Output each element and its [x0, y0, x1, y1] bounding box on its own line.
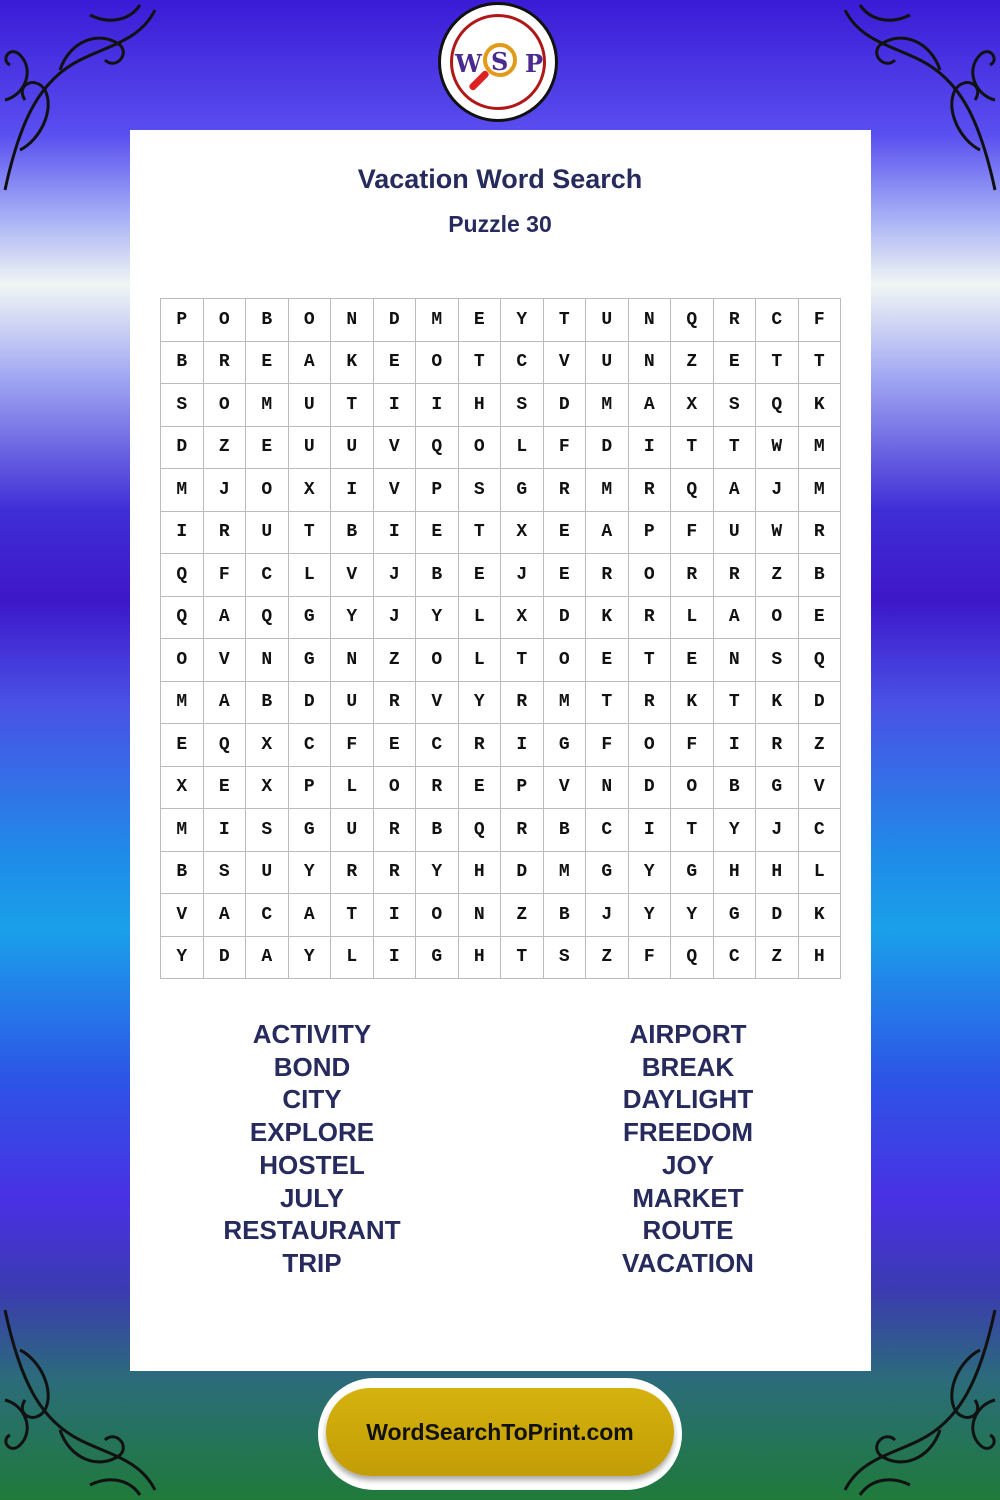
grid-cell[interactable]: G [289, 597, 332, 640]
grid-cell[interactable]: G [756, 767, 799, 810]
grid-cell[interactable]: E [416, 512, 459, 555]
grid-cell[interactable]: L [459, 597, 502, 640]
grid-cell[interactable]: G [586, 852, 629, 895]
grid-cell[interactable]: N [629, 342, 672, 385]
grid-cell[interactable]: Q [756, 384, 799, 427]
grid-cell[interactable]: S [501, 384, 544, 427]
grid-cell[interactable]: D [204, 937, 247, 980]
grid-cell[interactable]: Y [416, 852, 459, 895]
grid-cell[interactable]: F [544, 427, 587, 470]
grid-cell[interactable]: R [501, 809, 544, 852]
grid-cell[interactable]: E [544, 554, 587, 597]
grid-cell[interactable]: C [289, 724, 332, 767]
grid-cell[interactable]: U [586, 342, 629, 385]
grid-cell[interactable]: T [331, 894, 374, 937]
grid-cell[interactable]: V [544, 767, 587, 810]
grid-cell[interactable]: O [629, 724, 672, 767]
logo-letter-w: W [455, 49, 482, 78]
grid-cell[interactable]: A [289, 342, 332, 385]
grid-cell[interactable]: S [204, 852, 247, 895]
site-link-button[interactable]: WordSearchToPrint.com [326, 1388, 674, 1476]
grid-cell[interactable]: J [374, 554, 417, 597]
word-list-item: TRIP [282, 1247, 342, 1278]
grid-cell[interactable]: Y [459, 682, 502, 725]
word-list-item: FREEDOM [623, 1117, 753, 1148]
grid-cell[interactable]: M [586, 384, 629, 427]
grid-cell[interactable]: T [289, 512, 332, 555]
grid-cell[interactable]: S [161, 384, 204, 427]
grid-cell[interactable]: E [161, 724, 204, 767]
grid-cell[interactable]: U [246, 852, 289, 895]
grid-cell[interactable]: U [331, 809, 374, 852]
grid-cell[interactable]: R [586, 554, 629, 597]
grid-cell[interactable]: F [204, 554, 247, 597]
grid-cell[interactable]: L [459, 639, 502, 682]
grid-cell[interactable]: C [416, 724, 459, 767]
grid-cell[interactable]: P [501, 767, 544, 810]
word-list-item: ACTIVITY [252, 1019, 372, 1049]
grid-cell[interactable]: X [246, 767, 289, 810]
grid-cell[interactable]: R [204, 512, 247, 555]
grid-cell[interactable]: H [459, 852, 502, 895]
grid-cell[interactable]: I [161, 512, 204, 555]
grid-cell[interactable]: Y [161, 937, 204, 980]
grid-cell[interactable]: O [204, 299, 247, 342]
grid-cell[interactable]: O [416, 639, 459, 682]
grid-cell[interactable]: Z [586, 937, 629, 980]
grid-cell[interactable]: D [544, 597, 587, 640]
grid-cell[interactable]: R [714, 554, 757, 597]
grid-cell[interactable]: E [671, 639, 714, 682]
grid-cell[interactable]: N [331, 639, 374, 682]
grid-cell[interactable]: Q [671, 299, 714, 342]
grid-cell[interactable]: N [331, 299, 374, 342]
grid-cell[interactable]: G [544, 724, 587, 767]
grid-cell[interactable]: Z [501, 894, 544, 937]
grid-cell[interactable]: A [289, 894, 332, 937]
grid-cell[interactable]: H [459, 384, 502, 427]
grid-cell[interactable]: N [714, 639, 757, 682]
grid-cell[interactable]: R [756, 724, 799, 767]
grid-cell[interactable]: P [416, 469, 459, 512]
word-list-item: EXPLORE [249, 1117, 375, 1148]
grid-cell[interactable]: I [416, 384, 459, 427]
logo-letter-p: P [525, 49, 544, 78]
grid-cell[interactable]: K [799, 894, 842, 937]
grid-cell[interactable]: Z [671, 342, 714, 385]
grid-cell[interactable]: X [289, 469, 332, 512]
grid-cell[interactable]: R [714, 299, 757, 342]
grid-cell[interactable]: E [459, 767, 502, 810]
grid-cell[interactable]: O [629, 554, 672, 597]
grid-cell[interactable]: V [799, 767, 842, 810]
grid-cell[interactable]: O [671, 767, 714, 810]
grid-cell[interactable]: M [586, 469, 629, 512]
word-list-item: JOY [661, 1149, 715, 1180]
grid-cell[interactable]: A [204, 894, 247, 937]
grid-cell[interactable]: R [544, 469, 587, 512]
grid-cell[interactable]: J [756, 809, 799, 852]
grid-cell[interactable]: M [544, 682, 587, 725]
grid-cell[interactable]: M [416, 299, 459, 342]
grid-cell[interactable]: T [756, 342, 799, 385]
grid-cell[interactable]: D [289, 682, 332, 725]
grid-cell[interactable]: E [459, 299, 502, 342]
grid-cell[interactable]: K [331, 342, 374, 385]
word-list-item: JULY [279, 1182, 345, 1213]
grid-cell[interactable]: F [629, 937, 672, 980]
grid-cell[interactable]: E [799, 597, 842, 640]
grid-cell[interactable]: Q [671, 937, 714, 980]
grid-cell[interactable]: B [714, 767, 757, 810]
grid-cell[interactable]: G [714, 894, 757, 937]
grid-cell[interactable]: S [756, 639, 799, 682]
grid-cell[interactable]: T [544, 299, 587, 342]
grid-cell[interactable]: N [459, 894, 502, 937]
puzzle-number: Puzzle 30 [448, 211, 552, 237]
grid-cell[interactable]: Y [416, 597, 459, 640]
grid-cell[interactable]: V [374, 469, 417, 512]
grid-cell[interactable]: B [544, 809, 587, 852]
grid-cell[interactable]: D [629, 767, 672, 810]
grid-cell[interactable]: S [246, 809, 289, 852]
grid-cell[interactable]: K [586, 597, 629, 640]
grid-cell[interactable]: C [246, 894, 289, 937]
grid-cell[interactable]: X [501, 512, 544, 555]
grid-cell[interactable]: R [331, 852, 374, 895]
word-list-item: MARKET [632, 1182, 744, 1213]
grid-cell[interactable]: O [161, 639, 204, 682]
grid-cell[interactable]: G [289, 639, 332, 682]
grid-cell[interactable]: H [714, 852, 757, 895]
word-list-item: CITY [282, 1084, 342, 1115]
grid-cell[interactable]: G [416, 937, 459, 980]
grid-cell[interactable]: H [459, 937, 502, 980]
grid-cell[interactable]: V [204, 639, 247, 682]
letter-grid [160, 298, 841, 979]
grid-cell[interactable]: O [204, 384, 247, 427]
grid-cell[interactable]: C [586, 809, 629, 852]
grid-cell[interactable]: T [501, 937, 544, 980]
grid-cell[interactable]: M [799, 427, 842, 470]
grid-cell[interactable]: B [799, 554, 842, 597]
grid-cell[interactable]: I [374, 937, 417, 980]
grid-cell[interactable]: D [756, 894, 799, 937]
grid-cell[interactable]: U [331, 427, 374, 470]
grid-cell[interactable]: B [331, 512, 374, 555]
grid-cell[interactable]: K [799, 384, 842, 427]
grid-cell[interactable]: R [374, 682, 417, 725]
grid-cell[interactable]: N [586, 767, 629, 810]
grid-cell[interactable]: T [459, 342, 502, 385]
grid-cell[interactable]: J [374, 597, 417, 640]
grid-cell[interactable]: Q [671, 469, 714, 512]
grid-cell[interactable]: B [161, 852, 204, 895]
grid-cell[interactable]: Z [756, 937, 799, 980]
grid-cell[interactable]: P [161, 299, 204, 342]
grid-cell[interactable]: B [246, 299, 289, 342]
grid-cell[interactable]: Q [246, 597, 289, 640]
grid-cell[interactable]: D [501, 852, 544, 895]
grid-cell[interactable]: T [586, 682, 629, 725]
grid-cell[interactable]: R [629, 682, 672, 725]
word-list-item: HOSTEL [259, 1149, 365, 1180]
grid-cell[interactable]: I [204, 809, 247, 852]
grid-cell[interactable]: J [501, 554, 544, 597]
grid-cell[interactable]: U [714, 512, 757, 555]
grid-cell[interactable]: V [416, 682, 459, 725]
grid-cell[interactable]: R [629, 597, 672, 640]
grid-cell[interactable]: E [586, 639, 629, 682]
grid-cell[interactable]: C [714, 937, 757, 980]
grid-cell[interactable]: F [586, 724, 629, 767]
grid-cell[interactable]: Q [459, 809, 502, 852]
grid-cell[interactable]: Q [799, 639, 842, 682]
grid-cell[interactable]: G [671, 852, 714, 895]
word-list-item: VACATION [622, 1247, 754, 1278]
grid-cell[interactable]: S [544, 937, 587, 980]
grid-cell[interactable]: X [671, 384, 714, 427]
grid-cell[interactable]: A [629, 384, 672, 427]
grid-cell[interactable]: B [161, 342, 204, 385]
grid-cell[interactable]: U [289, 427, 332, 470]
grid-cell[interactable]: Y [671, 894, 714, 937]
grid-cell[interactable]: M [544, 852, 587, 895]
grid-cell[interactable]: O [544, 639, 587, 682]
grid-cell[interactable]: T [459, 512, 502, 555]
grid-cell[interactable]: S [459, 469, 502, 512]
logo-letter-s: S [491, 47, 509, 76]
grid-cell[interactable]: F [671, 512, 714, 555]
grid-cell[interactable]: Y [501, 299, 544, 342]
grid-cell[interactable]: I [331, 469, 374, 512]
grid-cell[interactable]: J [756, 469, 799, 512]
grid-cell[interactable]: E [246, 427, 289, 470]
grid-cell[interactable]: A [204, 682, 247, 725]
grid-cell[interactable]: Q [416, 427, 459, 470]
grid-cell[interactable]: I [501, 724, 544, 767]
grid-cell[interactable]: U [586, 299, 629, 342]
grid-cell[interactable]: C [756, 299, 799, 342]
grid-cell[interactable]: S [714, 384, 757, 427]
grid-cell[interactable]: M [161, 469, 204, 512]
grid-cell[interactable]: N [629, 299, 672, 342]
grid-cell[interactable]: O [289, 299, 332, 342]
grid-cell[interactable]: X [161, 767, 204, 810]
grid-cell[interactable]: Q [161, 554, 204, 597]
grid-cell[interactable]: B [246, 682, 289, 725]
grid-cell[interactable]: R [629, 469, 672, 512]
grid-cell[interactable]: T [331, 384, 374, 427]
puzzle-title: Vacation Word Search [357, 164, 643, 194]
grid-cell[interactable]: L [331, 767, 374, 810]
grid-cell[interactable]: J [204, 469, 247, 512]
grid-cell[interactable]: E [246, 342, 289, 385]
grid-cell[interactable]: K [671, 682, 714, 725]
grid-cell[interactable]: O [374, 767, 417, 810]
grid-cell[interactable]: A [714, 597, 757, 640]
grid-cell[interactable]: Y [289, 852, 332, 895]
grid-cell[interactable]: R [671, 554, 714, 597]
grid-cell[interactable]: I [374, 384, 417, 427]
word-list-left [162, 1018, 462, 1280]
grid-cell[interactable]: E [459, 554, 502, 597]
word-list-item: ROUTE [642, 1215, 734, 1246]
grid-cell[interactable]: J [586, 894, 629, 937]
grid-cell[interactable]: O [416, 894, 459, 937]
grid-cell[interactable]: E [374, 342, 417, 385]
grid-cell[interactable]: I [714, 724, 757, 767]
word-list-item: AIRPORT [629, 1019, 747, 1049]
word-list-item: RESTAURANT [223, 1215, 401, 1246]
grid-cell[interactable]: M [161, 809, 204, 852]
grid-cell[interactable]: F [331, 724, 374, 767]
grid-cell[interactable]: R [204, 342, 247, 385]
grid-cell[interactable]: O [416, 342, 459, 385]
grid-cell[interactable]: I [629, 427, 672, 470]
grid-cell[interactable]: T [714, 427, 757, 470]
grid-cell[interactable]: F [671, 724, 714, 767]
grid-cell[interactable]: W [756, 427, 799, 470]
grid-cell[interactable]: L [799, 852, 842, 895]
grid-cell[interactable]: Z [204, 427, 247, 470]
grid-cell[interactable]: R [501, 682, 544, 725]
grid-cell[interactable]: V [544, 342, 587, 385]
grid-cell[interactable]: A [204, 597, 247, 640]
grid-cell[interactable]: I [374, 894, 417, 937]
grid-cell[interactable]: I [374, 512, 417, 555]
grid-cell[interactable]: I [629, 809, 672, 852]
grid-cell[interactable]: U [246, 512, 289, 555]
grid-cell[interactable]: R [799, 512, 842, 555]
grid-cell[interactable]: R [374, 809, 417, 852]
wsp-logo[interactable] [438, 2, 558, 122]
grid-cell[interactable]: R [416, 767, 459, 810]
grid-cell[interactable]: A [714, 469, 757, 512]
grid-cell[interactable]: A [246, 937, 289, 980]
grid-cell[interactable]: G [501, 469, 544, 512]
grid-cell[interactable]: M [799, 469, 842, 512]
grid-cell[interactable]: U [289, 384, 332, 427]
grid-cell[interactable]: Y [331, 597, 374, 640]
grid-cell[interactable]: L [671, 597, 714, 640]
grid-cell[interactable]: C [799, 809, 842, 852]
grid-cell[interactable]: T [799, 342, 842, 385]
grid-cell[interactable]: B [544, 894, 587, 937]
grid-cell[interactable]: D [799, 682, 842, 725]
grid-cell[interactable]: E [204, 767, 247, 810]
grid-cell[interactable]: R [374, 852, 417, 895]
grid-cell[interactable]: Z [756, 554, 799, 597]
grid-cell[interactable]: Y [629, 894, 672, 937]
grid-cell[interactable]: T [501, 639, 544, 682]
grid-cell[interactable]: E [714, 342, 757, 385]
word-list-right [538, 1018, 838, 1280]
grid-cell[interactable]: D [161, 427, 204, 470]
grid-cell[interactable]: L [289, 554, 332, 597]
grid-cell[interactable]: X [501, 597, 544, 640]
grid-cell[interactable]: L [331, 937, 374, 980]
grid-cell[interactable]: K [756, 682, 799, 725]
grid-cell[interactable]: G [289, 809, 332, 852]
grid-cell[interactable]: X [246, 724, 289, 767]
grid-cell[interactable]: D [544, 384, 587, 427]
word-list-item: DAYLIGHT [622, 1084, 754, 1115]
grid-cell[interactable]: V [331, 554, 374, 597]
grid-cell[interactable]: M [246, 384, 289, 427]
word-list-item: BOND [273, 1051, 351, 1082]
word-list-item: BREAK [641, 1051, 735, 1082]
grid-cell[interactable]: H [799, 937, 842, 980]
grid-cell[interactable]: N [246, 639, 289, 682]
grid-cell[interactable]: R [459, 724, 502, 767]
grid-cell[interactable]: U [331, 682, 374, 725]
grid-cell[interactable]: Z [374, 639, 417, 682]
grid-cell[interactable]: O [459, 427, 502, 470]
grid-cell[interactable]: Y [629, 852, 672, 895]
grid-cell[interactable]: D [374, 299, 417, 342]
grid-cell[interactable]: T [714, 682, 757, 725]
grid-cell[interactable]: T [671, 427, 714, 470]
grid-cell[interactable]: H [756, 852, 799, 895]
grid-cell[interactable]: B [416, 554, 459, 597]
grid-cell[interactable]: W [756, 512, 799, 555]
grid-cell[interactable]: C [246, 554, 289, 597]
grid-cell[interactable]: C [501, 342, 544, 385]
grid-cell[interactable]: Z [799, 724, 842, 767]
grid-cell[interactable]: A [586, 512, 629, 555]
grid-cell[interactable]: F [799, 299, 842, 342]
grid-cell[interactable]: D [586, 427, 629, 470]
grid-cell[interactable]: V [161, 894, 204, 937]
grid-cell[interactable]: T [629, 639, 672, 682]
grid-cell[interactable]: P [629, 512, 672, 555]
grid-cell[interactable]: L [501, 427, 544, 470]
grid-cell[interactable]: Q [204, 724, 247, 767]
grid-cell[interactable]: Y [714, 809, 757, 852]
grid-cell[interactable]: Y [289, 937, 332, 980]
grid-cell[interactable]: E [544, 512, 587, 555]
grid-cell[interactable]: P [289, 767, 332, 810]
grid-cell[interactable]: T [671, 809, 714, 852]
grid-cell[interactable]: M [161, 682, 204, 725]
grid-cell[interactable]: O [756, 597, 799, 640]
grid-cell[interactable]: Q [161, 597, 204, 640]
grid-cell[interactable]: V [374, 427, 417, 470]
grid-cell[interactable]: O [246, 469, 289, 512]
grid-cell[interactable]: B [416, 809, 459, 852]
grid-cell[interactable]: E [374, 724, 417, 767]
